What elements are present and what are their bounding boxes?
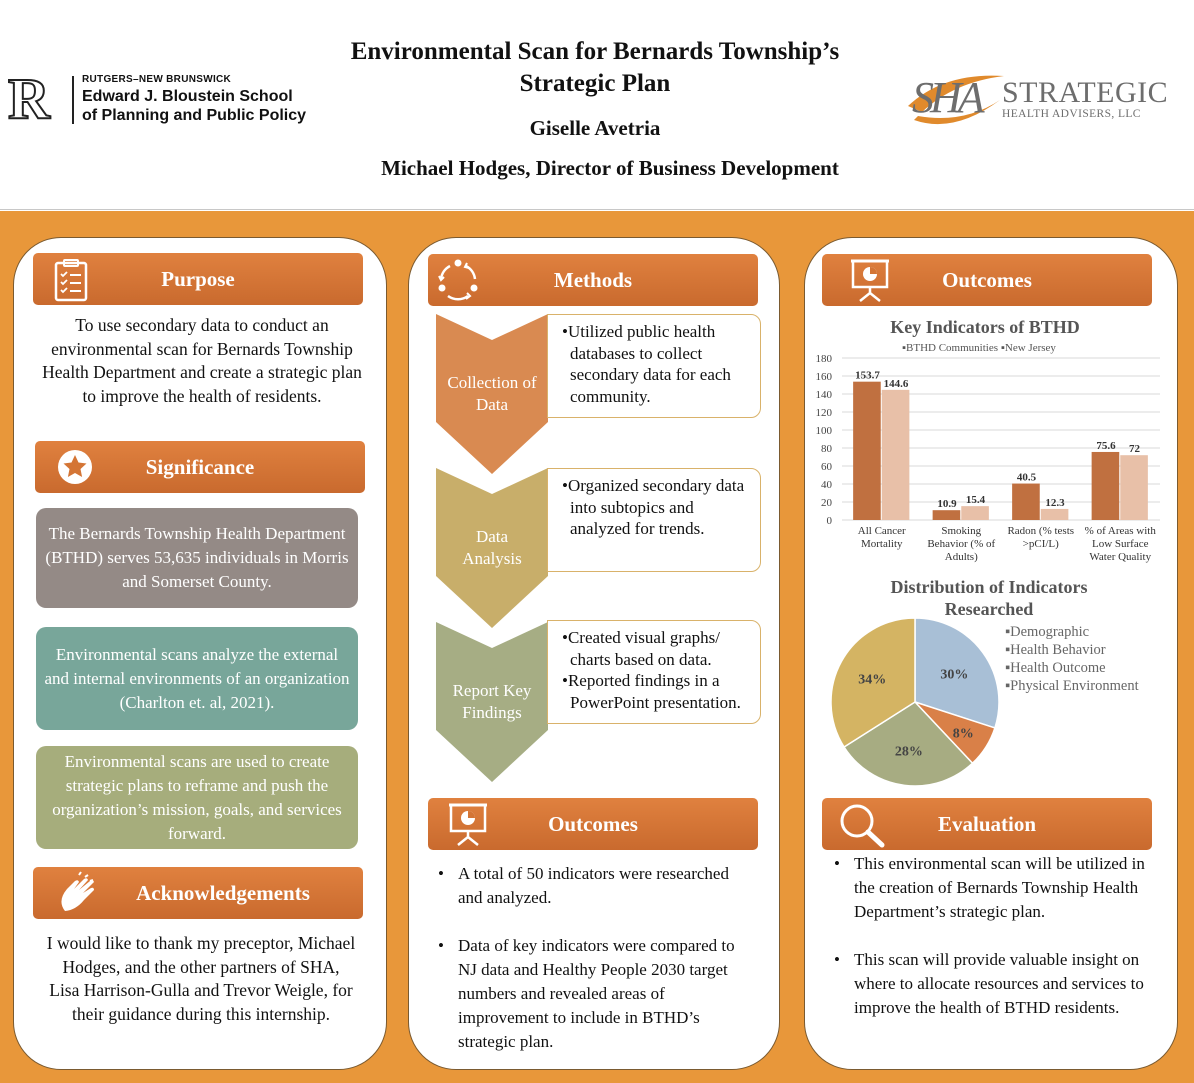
bar-nj [1041, 509, 1069, 520]
presentation-chart-icon [448, 802, 488, 846]
legend-bthd: ▪BTHD Communities [902, 342, 998, 354]
poster-header [0, 0, 1194, 210]
significance-box-2: Environmental scans analyze the external and internal environments of an organization (Charlton et. al, 2021). [36, 627, 358, 730]
star-icon [57, 449, 93, 485]
evaluation-banner [822, 798, 1152, 850]
evaluation-list [830, 852, 1150, 1044]
rutgers-school-line1: Edward J. Bloustein School [82, 88, 293, 105]
pie-value-label: 30% [940, 667, 969, 683]
y-tick-label: 60 [821, 461, 832, 473]
rutgers-small-text: RUTGERS–NEW BRUNSWICK [82, 74, 232, 85]
method-step-1-label [436, 372, 548, 416]
pie-title-line1: Distribution of Indicators [890, 577, 1088, 597]
data-label: 72 [1129, 443, 1141, 456]
method-step-3-label-line2: Findings [462, 703, 522, 722]
method-step-2-box [547, 468, 761, 572]
bar-chart-title: Key Indicators of BTHD [890, 317, 1080, 337]
method-step-1-item: •Utilized public health databases to collect secondary data for each community. [562, 322, 731, 406]
rutgers-logo [8, 66, 308, 131]
title-line-2: Strategic Plan [519, 70, 671, 97]
magnifier-icon [838, 802, 886, 848]
checklist-icon [53, 258, 89, 302]
method-step-2-label [436, 526, 548, 570]
bar-bthd [1092, 452, 1120, 520]
data-label: 153.7 [855, 369, 880, 382]
method-step-2-item: •Organized secondary data into subtopics and analyzed for trends. [562, 476, 745, 538]
x-tick-label: Water Quality [1089, 551, 1152, 563]
method-step-1-label-line1: Collection of [447, 373, 537, 392]
y-tick-label: 0 [826, 515, 832, 527]
method-step-2-label-line2: Analysis [462, 549, 522, 568]
clapping-hands-icon [55, 871, 99, 915]
outcomes-bullet-2: • Data of key indicators were compared to NJ data and Healthy People 2030 target numbers and revealed areas of improvement to include in BTHD’s strategic plan. [434, 934, 744, 1054]
x-tick-label: All Cancer [857, 525, 906, 537]
acknowledgements-banner [33, 867, 363, 919]
outcomes-banner-middle [428, 798, 758, 850]
sha-strategic-text: STRATEGIC [1002, 76, 1169, 109]
sha-subtitle: HEALTH ADVISERS, LLC [1002, 108, 1141, 120]
bar-bthd [1012, 484, 1040, 520]
bar-bthd [853, 382, 881, 520]
pie-legend-entry: ▪Health Behavior [1005, 642, 1106, 658]
pie-value-label: 34% [858, 672, 887, 688]
x-tick-label: Adults) [944, 551, 978, 563]
significance-banner [35, 441, 365, 493]
purpose-banner [33, 253, 363, 305]
method-step-3-item-1: •Created visual graphs/ charts based on data. [562, 628, 720, 669]
bar-nj [961, 506, 989, 520]
y-tick-label: 140 [815, 389, 832, 401]
outcomes-right-heading: Outcomes [942, 268, 1032, 292]
acknowledgements-text: I would like to thank my preceptor, Michael Hodges, and the other partners of SHA, Lisa Harrison-Gulla and Trevor Weigle, for their guidance during this internship. [46, 933, 356, 1024]
data-label: 10.9 [937, 498, 957, 511]
bar-bthd [933, 510, 961, 520]
significance-box-3: Environmental scans are used to create strategic plans to reframe and push the organization’s mission, goals, and services forward. [36, 746, 358, 849]
rutgers-school-name [82, 87, 306, 125]
x-tick-label: Smoking [941, 525, 982, 537]
advisor-name: Michael Hodges, Director of Business Development [381, 156, 839, 180]
author-name: Giselle Avetria [529, 116, 661, 140]
outcomes-banner-right [822, 254, 1152, 306]
outcomes-middle-heading: Outcomes [548, 812, 638, 836]
data-label: 40.5 [1016, 471, 1037, 484]
presentation-chart-icon [850, 258, 890, 302]
method-step-3-label [436, 680, 548, 724]
pie-chart [808, 612, 1174, 798]
method-step-3-label-line1: Report Key [452, 681, 532, 700]
acknowledgements-heading: Acknowledgements [136, 881, 310, 905]
evaluation-bullet-1: • This environmental scan will be utilized in the creation of Bernards Township Health Department’s strategic plan. [830, 852, 1150, 924]
evaluation-bullet-2: • This scan will provide valuable insight on where to allocate resources and services to improve the health of BTHD residents. [830, 948, 1150, 1020]
method-step-3-item-2: •Reported findings in a PowerPoint presentation. [562, 671, 741, 712]
title-line-1: Environmental Scan for Bernards Township’s [350, 38, 840, 65]
method-step-3-box [547, 620, 761, 724]
bar-nj [882, 390, 910, 520]
pie-legend-entry: ▪Physical Environment [1005, 678, 1139, 694]
method-step-1-box [547, 314, 761, 418]
pie-value-label: 28% [894, 744, 923, 760]
rutgers-r-icon: R [8, 66, 50, 131]
x-tick-label: Mortality [860, 538, 903, 550]
sha-letters: SHA [912, 73, 981, 122]
method-step-1-label-line2: Data [475, 395, 509, 414]
data-label: 75.6 [1096, 439, 1116, 452]
pie-value-label: 8% [952, 726, 974, 742]
methods-heading: Methods [553, 268, 633, 292]
data-label: 144.6 [883, 377, 909, 390]
purpose-heading: Purpose [161, 267, 235, 291]
data-label: 15.4 [965, 494, 986, 507]
y-tick-label: 160 [815, 371, 832, 383]
y-tick-label: 120 [815, 407, 832, 419]
x-tick-label: % of Areas with [1084, 525, 1156, 537]
bar-chart [808, 338, 1174, 570]
outcomes-middle-list [434, 862, 744, 1078]
method-step-2-label-line1: Data [475, 527, 509, 546]
significance-heading: Significance [145, 455, 255, 479]
logo-divider [72, 76, 74, 124]
data-label: 12.3 [1045, 496, 1065, 509]
pie-title-line2: Researched [944, 599, 1034, 619]
x-tick-label: Low Surface [1091, 538, 1149, 550]
cycle-arrows-icon [436, 258, 480, 302]
pie-legend-entry: ▪Demographic [1005, 624, 1090, 640]
methods-banner [428, 254, 758, 306]
pie-legend-entry: ▪Health Outcome [1005, 660, 1106, 676]
significance-box-1: The Bernards Township Health Department (BTHD) serves 53,635 individuals in Morris and Somerset County. [36, 508, 358, 608]
rutgers-school-line2: of Planning and Public Policy [82, 107, 307, 124]
x-tick-label: >pCI/L) [1022, 538, 1059, 550]
bar-nj [1120, 455, 1148, 520]
y-tick-label: 40 [821, 479, 832, 491]
poster-title [290, 36, 900, 100]
purpose-text: To use secondary data to conduct an environmental scan for Bernards Township Health Department and create a strategic plan to improve the health of residents. [42, 315, 362, 406]
y-tick-label: 80 [821, 443, 832, 455]
evaluation-heading: Evaluation [937, 812, 1037, 836]
sha-logo [904, 62, 1184, 132]
x-tick-label: Radon (% tests [1007, 525, 1075, 537]
y-tick-label: 20 [821, 497, 832, 509]
y-tick-label: 100 [815, 425, 832, 437]
y-tick-label: 180 [815, 353, 832, 365]
legend-nj: ▪New Jersey [1001, 342, 1056, 354]
outcomes-bullet-1: • A total of 50 indicators were researched and analyzed. [434, 862, 744, 910]
x-tick-label: Behavior (% of [927, 538, 996, 550]
